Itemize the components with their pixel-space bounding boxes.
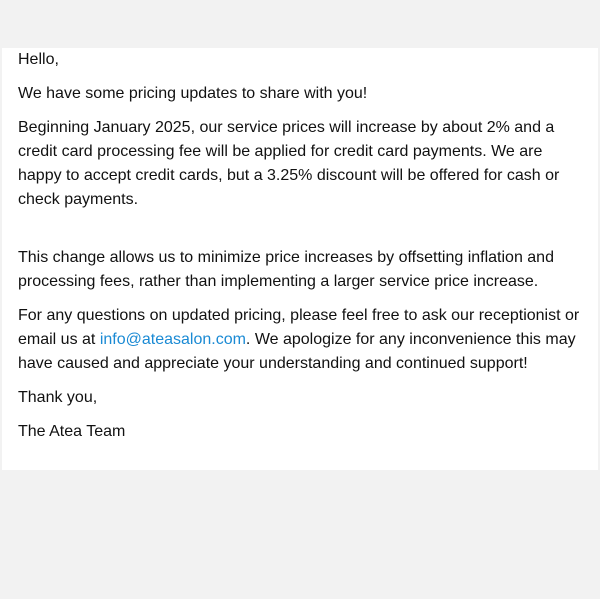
contact-email-link[interactable]: info@ateasalon.com [99, 331, 246, 348]
email-body [18, 48, 582, 444]
questions-text-before-link: For any questions on updated pricing, please feel free to ask our receptionist or email us at [18, 307, 580, 348]
questions-paragraph [18, 304, 582, 376]
intro-text: We have some pricing updates to share with you! [18, 85, 368, 102]
closing-text: Thank you, [18, 389, 98, 406]
rationale-paragraph: This change allows us to minimize price increases by offsetting inflation and processing fees, rather than implementing a larger service price increase. [18, 249, 554, 290]
signature-text: The Atea Team [18, 423, 126, 440]
email-message-card [2, 48, 598, 470]
questions-text-after-link: . We apologize for any inconvenience this may have caused and appreciate your understanding and continued support! [18, 331, 576, 372]
pricing-change-paragraph: Beginning January 2025, our service prices will increase by about 2% and a credit card processing fee will be applied for credit card payments. We are happy to accept credit cards, but a 3.25% discount will be offered for cash or check payments. [18, 119, 560, 208]
greeting-text: Hello, [18, 51, 59, 68]
